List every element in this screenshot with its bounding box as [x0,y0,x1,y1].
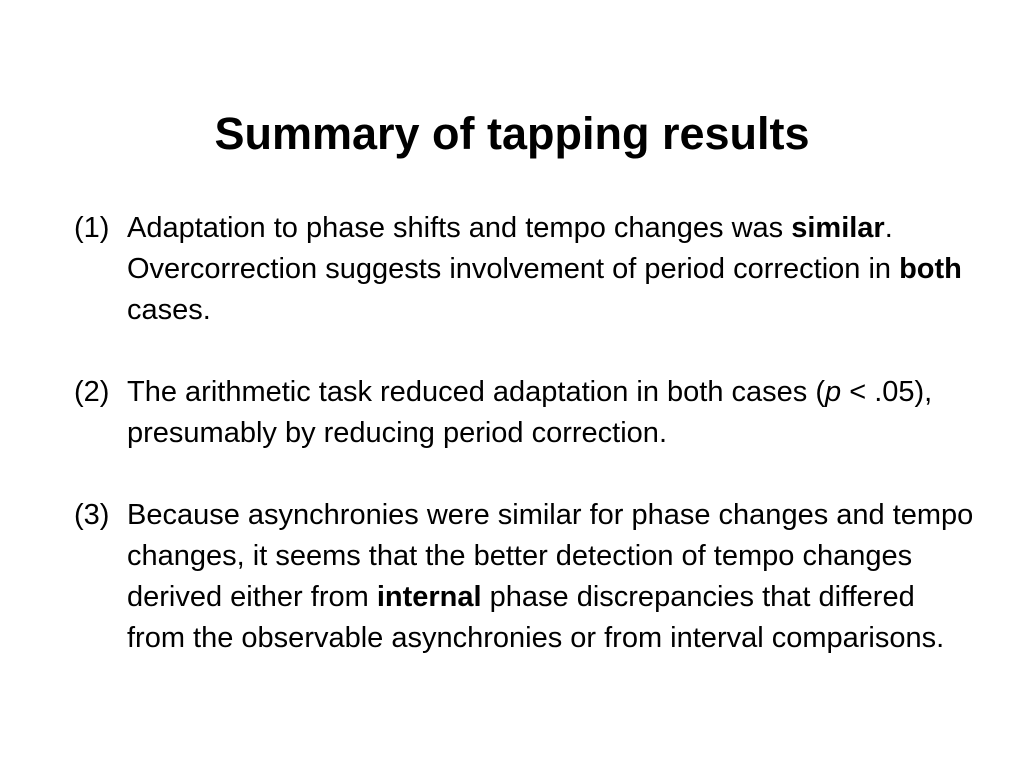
emphasis-bold: internal [376,581,482,613]
item-text [127,499,973,654]
text-segment: . Overcorrection suggests involvement of period correction in [127,212,900,285]
text-segment: cases. [127,294,211,326]
item-number: (3) [74,499,110,531]
item-number: (1) [74,212,110,244]
text-segment: Adaptation to phase shifts and tempo changes was [127,212,792,244]
summary-list [74,208,974,700]
list-item [74,208,974,331]
text-segment: < .05), presumably by reducing period correction. [127,376,933,449]
item-text [127,376,932,449]
item-text [127,212,962,326]
emphasis-italic: p [825,376,842,408]
item-number: (2) [74,376,110,408]
list-item [74,495,974,659]
text-segment: phase discrepancies that differed from the observable asynchronies or from interval comparisons. [127,581,945,654]
emphasis-bold: similar [791,212,885,244]
slide-title: Summary of tapping results [214,108,810,159]
emphasis-bold: both [899,253,962,285]
list-item [74,372,974,454]
text-segment: Because asynchronies were similar for phase changes and tempo changes, it seems that the better detection of tempo changes derived either from [127,499,974,613]
text-segment: The arithmetic task reduced adaptation in both cases ( [127,376,825,408]
